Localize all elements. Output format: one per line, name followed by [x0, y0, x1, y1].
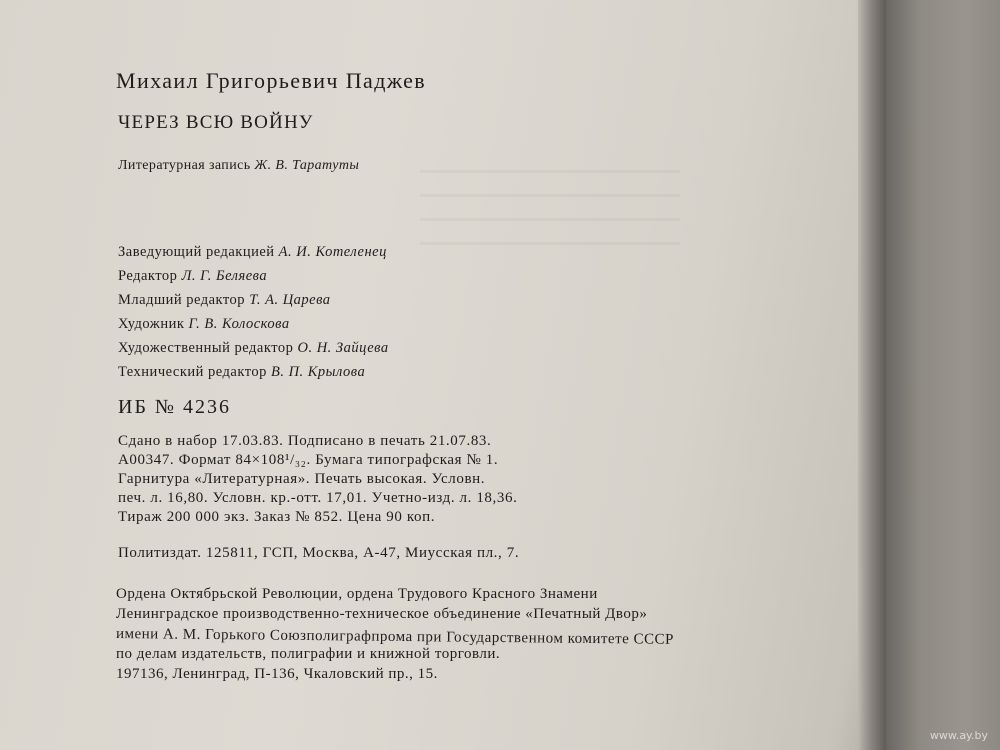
- credit-role: Художественный редактор: [118, 340, 294, 356]
- literary-note-name: Ж. В. Таратуты: [254, 158, 360, 173]
- book-spine-gutter: [858, 0, 886, 750]
- credit-name: О. Н. Зайцева: [297, 340, 389, 356]
- credit-role: Редактор: [118, 268, 178, 284]
- credit-line: [118, 264, 389, 288]
- literary-note: [118, 158, 359, 174]
- facing-page-edge: [886, 0, 1000, 750]
- credit-name: Г. В. Колоскова: [188, 316, 290, 332]
- ib-number: ИБ № 4236: [118, 396, 232, 418]
- publisher-address: Политиздат. 125811, ГСП, Москва, А-47, Миусская пл., 7.: [118, 545, 520, 561]
- credits-list: [118, 240, 389, 384]
- credit-line: [118, 360, 389, 384]
- publication-line: Гарнитура «Литературная». Печать высокая. Условн.: [118, 471, 486, 487]
- credit-name: Л. Г. Беляева: [181, 268, 268, 284]
- literary-note-label: Литературная запись: [118, 158, 251, 173]
- credit-line: [118, 288, 389, 312]
- credit-role: Технический редактор: [118, 364, 267, 380]
- publication-line: печ. л. 16,80. Условн. кр.-отт. 17,01. Учетно-изд. л. 18,36.: [118, 490, 518, 506]
- author-name: Михаил Григорьевич Паджев: [116, 68, 427, 93]
- credit-name: А. И. Котеленец: [278, 244, 387, 260]
- printer-line: имени А. М. Горького Союзполиграфпрома при Государственном комитете СССР: [115, 626, 675, 648]
- printer-line: Ордена Октябрьской Революции, ордена Трудового Красного Знамени: [116, 586, 598, 602]
- printer-line: по делам издательств, полиграфии и книжной торговли.: [116, 646, 501, 662]
- publication-line: Тираж 200 000 экз. Заказ № 852. Цена 90 коп.: [118, 509, 436, 525]
- credit-name: В. П. Крылова: [270, 364, 366, 380]
- credit-role: Младший редактор: [118, 292, 246, 308]
- publication-details: [118, 432, 517, 527]
- credit-role: Заведующий редакцией: [118, 244, 275, 260]
- credit-line: [118, 336, 389, 360]
- printer-line: 197136, Ленинград, П-136, Чкаловский пр., 15.: [116, 666, 438, 682]
- printer-line: Ленинградское производственно-техническое объединение «Печатный Двор»: [116, 606, 648, 622]
- publication-line: Сдано в набор 17.03.83. Подписано в печать 21.07.83.: [118, 433, 492, 449]
- credit-line: [118, 240, 389, 264]
- publication-line: А00347. Формат 84×108¹/₃₂. Бумага типографская № 1.: [118, 452, 499, 468]
- printer-info: [116, 584, 674, 684]
- credit-line: [118, 312, 389, 336]
- book-title: ЧЕРЕЗ ВСЮ ВОЙНУ: [118, 112, 314, 133]
- credit-role: Художник: [118, 316, 185, 332]
- watermark: www.ay.by: [929, 729, 988, 742]
- credit-name: Т. А. Царева: [249, 292, 331, 308]
- bleed-through-text: [420, 170, 680, 260]
